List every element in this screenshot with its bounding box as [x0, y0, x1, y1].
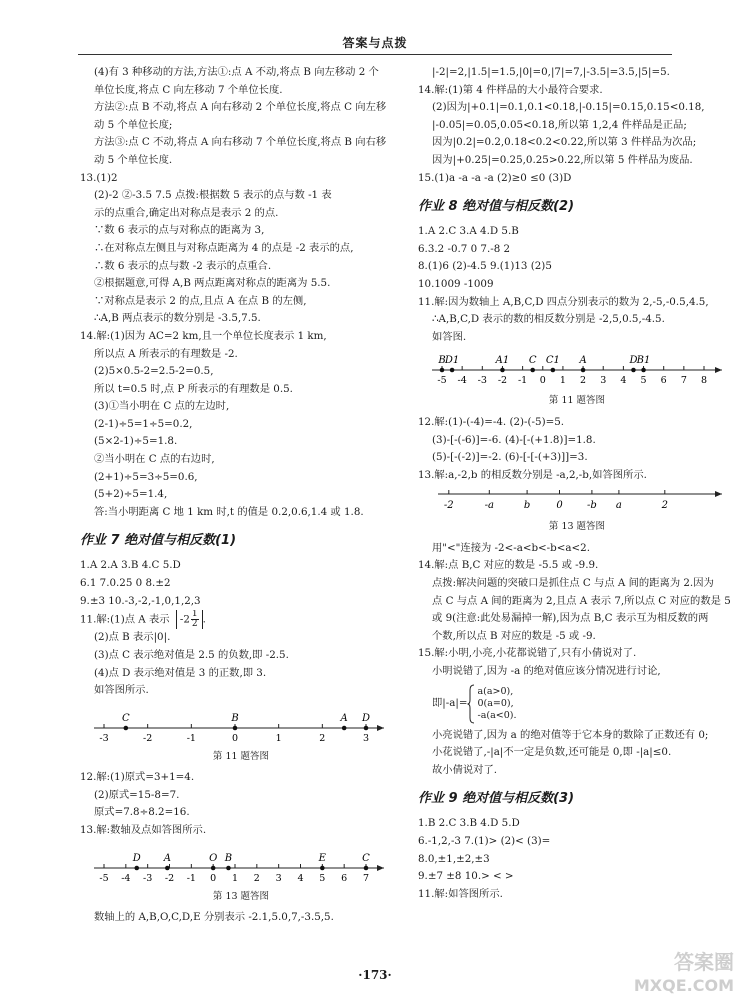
- point-label: B: [224, 852, 233, 864]
- point-label: C1: [545, 355, 560, 367]
- tick-label: 1: [559, 375, 566, 387]
- point-label: b: [523, 500, 531, 512]
- tick-label: 2: [319, 732, 326, 744]
- text-line: 如答图.: [432, 330, 467, 343]
- text-line: ∵对称点是表示 2 的点,且点 A 在点 B 的左侧,: [94, 294, 307, 307]
- point-label: D: [361, 712, 371, 724]
- point-marker: [364, 725, 369, 730]
- text-line: 因为|+0.25|=0.25,0.25>0.22,所以第 5 件样品为废品.: [432, 153, 693, 166]
- text-line: 13.解:a,-2,b 的相反数分别是 -a,2,-b,如答图所示.: [418, 468, 647, 481]
- text-line: ②根据题意,可得 A,B 两点距离对称点的距离为 5.5.: [94, 277, 331, 290]
- text-line: 1.A 2.A 3.B 4.C 5.D: [80, 559, 181, 572]
- text-line: (3)点 C 表示绝对值是 2.5 的负数,即 -2.5.: [94, 648, 289, 661]
- figure-caption-r13: 第 13 题答图: [548, 521, 606, 533]
- text-line: ∴A,B,C,D 表示的数的相反数分别是 -2,5,0.5,-4.5.: [432, 313, 665, 326]
- brace-icon: [467, 684, 475, 724]
- tick-label: 0: [231, 732, 239, 744]
- case-3: -a(a<0).: [477, 709, 517, 721]
- point-marker: [124, 725, 129, 730]
- point-marker: [500, 368, 505, 373]
- fraction-num: 1: [191, 610, 198, 620]
- section-title-8: 作业 8 绝对值与相反数(2): [418, 199, 575, 215]
- tick-label: 5: [640, 375, 647, 387]
- fraction-den: 2: [191, 619, 198, 630]
- left-block-4: [80, 769, 402, 839]
- point-label: C: [122, 712, 130, 724]
- text-line: 14.解:点 B,C 对应的数是 -5.5 或 -9.9.: [418, 559, 599, 572]
- right-block-2: [418, 223, 736, 346]
- number-line-figure-r11: [428, 348, 728, 390]
- point-label: C: [528, 355, 537, 367]
- right-block-3: [418, 414, 736, 484]
- text-line: (2-1)÷5=1÷5=0.2,: [94, 417, 193, 430]
- text-line: 点 C 与点 A 间的距离为 2,且点 A 表示 7,所以点 C 对应的数是 5: [432, 594, 731, 607]
- watermark-line-1: 答案圈: [674, 950, 734, 974]
- tick-label: 1: [231, 872, 239, 884]
- abs-expression: [176, 610, 203, 629]
- point-label: A: [340, 712, 348, 724]
- right-block-5: [418, 727, 736, 780]
- text-line: (2+1)÷5=3÷5=0.6,: [94, 470, 198, 483]
- text-line: 动 5 个单位长度;: [94, 118, 173, 131]
- point-label: B1: [636, 355, 651, 367]
- text-line: (2)-2 ②-3.5 7.5 点拨:根据数 5 表示的点与数 -1 表: [94, 189, 332, 202]
- tick-label: -2: [497, 375, 508, 387]
- text-line: 数轴上的 A,B,O,C,D,E 分别表示 -2.1,5.0,7,-3.5,5.: [94, 911, 334, 924]
- tick-label: -2: [164, 872, 175, 884]
- right-column: [418, 64, 736, 903]
- text-line: 所以点 A 所表示的有理数是 -2.: [94, 347, 238, 360]
- tick-label: 4: [297, 872, 304, 884]
- point-label: D: [629, 355, 638, 367]
- point-label: B: [438, 355, 446, 367]
- text-line: 小花说错了,-|a|不一定是负数,还可能是 0,即 -|a|≤0.: [432, 746, 672, 759]
- point-marker: [342, 725, 347, 730]
- text-line: 小亮说错了,因为 a 的绝对值等于它本身的数除了正数还有 0;: [432, 728, 709, 741]
- tick-label: -1: [186, 872, 196, 884]
- text-line: 6.3.2 -0.7 0 7.-8 2: [418, 242, 511, 255]
- text-line: (2)5×0.5-2=2.5-2=0.5,: [94, 365, 214, 378]
- section-title-9: 作业 9 绝对值与相反数(3): [418, 791, 575, 807]
- point-marker: [226, 865, 231, 870]
- q11-lead: 11.解:(1)点 A 表示: [80, 613, 170, 626]
- tick-label: -2: [143, 732, 153, 744]
- tick-label: -4: [121, 872, 131, 884]
- text-line: ∴A,B 两点表示的数分别是 -3.5,7.5.: [94, 312, 261, 325]
- text-line: (5×2-1)÷5=1.8.: [94, 435, 178, 448]
- tick-label: 0: [539, 375, 546, 387]
- piecewise-lead: 即|-a|=: [432, 696, 468, 709]
- text-line: (2)点 B 表示|0|.: [94, 631, 171, 644]
- tick-label: 6: [341, 872, 348, 884]
- tick-label: 5: [319, 872, 326, 884]
- text-line: 小明说错了,因为 -a 的绝对值应该分情况进行讨论,: [432, 665, 661, 678]
- point-marker: [450, 368, 455, 373]
- tick-label: 7: [362, 872, 370, 884]
- tick-label: -3: [477, 375, 487, 387]
- point-label: C: [362, 852, 370, 864]
- tick-label: 3: [600, 375, 607, 387]
- tick-label: 3: [362, 732, 370, 744]
- tick-label: 7: [680, 375, 687, 387]
- number-line-figure-11: [90, 702, 390, 746]
- text-line: 如答图所示.: [94, 684, 149, 697]
- text-line: (4)点 D 表示绝对值是 3 的正数,即 3.: [94, 666, 267, 679]
- number-line-figure-r13: [428, 486, 728, 516]
- arrow-icon: [377, 725, 384, 731]
- point-label: A1: [495, 355, 510, 367]
- text-line: 6.-1,2,-3 7.(1)> (2)< (3)=: [418, 835, 551, 847]
- period: .: [202, 613, 206, 626]
- section-title-7: 作业 7 绝对值与相反数(1): [80, 533, 237, 549]
- arrow-icon: [715, 367, 722, 373]
- text-line: 15.(1)a -a -a -a (2)≥0 ≤0 (3)D: [418, 171, 572, 184]
- point-label: D: [132, 852, 141, 864]
- text-line: 10.1009 -1009: [418, 277, 494, 290]
- text-line: 13.(1)2: [80, 171, 118, 184]
- arrow-icon: [377, 865, 384, 871]
- text-line: 14.解:(1)第 4 件样品的大小最符合要求.: [418, 83, 603, 96]
- tick-label: 2: [253, 872, 260, 884]
- point-marker: [551, 368, 556, 373]
- tick-label: 3: [275, 872, 282, 884]
- point-label: -b: [587, 500, 597, 512]
- point-label: D1: [444, 355, 460, 367]
- tick-label: -3: [143, 872, 153, 884]
- q11-line: [80, 610, 402, 629]
- point-label: A: [163, 852, 171, 864]
- tick-label: 8: [700, 375, 708, 387]
- left-block-3: [80, 629, 402, 699]
- point-label: E: [318, 852, 326, 864]
- point-marker: [211, 865, 216, 870]
- text-line: 方法②:点 B 不动,将点 A 向右移动 2 个单位长度,将点 C 向左移: [94, 101, 387, 114]
- abs-value-int: -2: [179, 613, 190, 626]
- text-line: (2)原式=15-8=7.: [94, 788, 180, 801]
- point-label: -2: [443, 500, 454, 512]
- text-line: 13.解:数轴及点如答图所示.: [80, 824, 207, 837]
- text-line: 11.解:因为数轴上 A,B,C,D 四点分别表示的数为 2,-5,-0.5,4.5,: [418, 295, 709, 308]
- text-line: |-2|=2,|1.5|=1.5,|0|=0,|7|=7,|-3.5|=3.5,|5|=5.: [432, 66, 670, 78]
- left-block-1: [80, 64, 402, 521]
- text-line: 用"<"连接为 -2<-a<b<-b<a<2.: [432, 541, 590, 554]
- fraction: [191, 610, 199, 629]
- text-line: 9.±3 10.-3,-2,-1,0,1,2,3: [80, 594, 201, 607]
- tick-label: -1: [517, 375, 528, 387]
- point-marker: [641, 368, 646, 373]
- text-line: 8.(1)6 (2)-4.5 9.(1)13 (2)5: [418, 260, 552, 273]
- text-line: 6.1 7.0.25 0 8.±2: [80, 577, 171, 590]
- text-line: (3)①当小明在 C 点的左边时,: [94, 400, 230, 413]
- point-marker: [440, 368, 445, 373]
- right-block-1: [418, 64, 736, 187]
- text-line: 点拨:解决问题的突破口是抓住点 C 与点 A 间的距离为 2.因为: [432, 577, 714, 590]
- case-2: 0(a=0),: [477, 697, 514, 709]
- text-line: 所以 t=0.5 时,点 P 所表示的有理数是 0.5.: [94, 382, 293, 395]
- tick-label: 2: [580, 375, 587, 387]
- left-block-5: [80, 909, 402, 927]
- left-block-2: [80, 557, 402, 610]
- point-marker: [581, 368, 586, 373]
- text-line: 因为|0.2|=0.2,0.18<0.2<0.22,所以第 3 件样品为次品;: [432, 136, 697, 149]
- tick-label: -5: [99, 872, 109, 884]
- text-line: 14.解:(1)因为 AC=2 km,且一个单位长度表示 1 km,: [80, 329, 327, 342]
- figure-caption-11: 第 11 题答图: [212, 750, 270, 762]
- point-label: 0: [556, 500, 563, 512]
- text-line: 12.解:(1)-(-4)=-4. (2)-(-5)=5.: [418, 415, 565, 428]
- text-line: 1.A 2.C 3.A 4.D 5.B: [418, 225, 519, 238]
- text-line: ∴数 6 表示的点与数 -2 表示的点重合.: [94, 259, 272, 272]
- tick-label: -3: [99, 732, 109, 744]
- point-marker: [134, 865, 139, 870]
- figure-caption-r11: 第 11 题答图: [548, 395, 606, 407]
- point-label: 2: [661, 500, 668, 512]
- arrow-icon: [715, 491, 722, 497]
- tick-label: 0: [210, 872, 217, 884]
- text-line: 示的点重合,确定出对称点是表示 2 的点.: [94, 206, 279, 219]
- text-line: |-0.05|=0.05,0.05<0.18,所以第 1,2,4 件样品是正品;: [432, 118, 687, 131]
- text-line: 原式=7.8÷8.2=16.: [94, 806, 190, 819]
- point-marker: [165, 865, 170, 870]
- text-line: (4)有 3 种移动的方法,方法①:点 A 不动,将点 B 向左移动 2 个: [94, 66, 379, 78]
- watermark-logo: [604, 950, 734, 1002]
- point-marker: [233, 725, 238, 730]
- text-line: 15.解:小明,小亮,小花都说错了,只有小倩说对了.: [418, 647, 637, 660]
- tick-label: -1: [186, 732, 196, 744]
- text-line: (2)因为|+0.1|=0.1,0.1<0.18,|-0.15|=0.15,0.15<0.18,: [432, 101, 705, 114]
- right-block-4: [418, 540, 736, 681]
- watermark-line-2: MXQE.COM: [633, 976, 734, 995]
- text-line: (5)-[-(-2)]=-2. (6)-[-[-(+3)]]=3.: [432, 451, 588, 464]
- text-line: 9.±7 ±8 10.> < >: [418, 870, 514, 883]
- tick-label: -4: [457, 375, 467, 387]
- text-line: (5+2)÷5=1.4,: [94, 488, 168, 501]
- left-column: [80, 64, 402, 927]
- tick-label: -5: [437, 375, 447, 387]
- text-line: ∴在对称点左侧且与对称点距离为 4 的点是 -2 表示的点,: [94, 241, 354, 254]
- tick-label: 6: [660, 375, 667, 387]
- text-line: (3)-[-(-6)]=-6. (4)-[-(+1.8)]=1.8.: [432, 433, 596, 446]
- text-line: 个数,所以点 B 对应的数是 -5 或 -9.: [432, 629, 596, 642]
- right-block-6: [418, 815, 736, 903]
- point-label: O: [209, 852, 218, 864]
- case-1: a(a>0),: [477, 685, 514, 697]
- text-line: 答:当小明距离 C 地 1 km 时,t 的值是 0.2,0.6,1.4 或 1.8.: [94, 505, 364, 518]
- text-line: 故小倩说对了.: [432, 763, 498, 776]
- point-label: B: [231, 712, 239, 724]
- point-marker: [530, 368, 535, 373]
- point-marker: [320, 865, 325, 870]
- point-label: -a: [484, 500, 494, 512]
- text-line: 单位长度,将点 C 向左移动 7 个单位长度.: [94, 83, 283, 96]
- text-line: 或 9(注意:此处易漏掉一解),因为点 B,C 表示互为相反数的两: [432, 612, 709, 625]
- point-marker: [364, 865, 369, 870]
- point-marker: [631, 368, 636, 373]
- text-line: 1.B 2.C 3.B 4.D 5.D: [418, 817, 520, 830]
- text-line: 8.0,±1,±2,±3: [418, 852, 490, 865]
- tick-label: 1: [275, 732, 282, 744]
- piecewise-cases: [477, 686, 516, 722]
- text-line: 11.解:如答图所示.: [418, 887, 503, 900]
- text-line: 动 5 个单位长度.: [94, 153, 173, 166]
- figure-caption-13: 第 13 题答图: [212, 890, 270, 902]
- text-line: ∵数 6 表示的点与对称点的距离为 3,: [94, 224, 265, 237]
- piecewise-line: [418, 681, 736, 727]
- point-label: A: [579, 355, 587, 367]
- text-line: 方法③:点 C 不动,将点 A 向右移动 7 个单位长度,将点 B 向右移: [94, 136, 387, 149]
- page-number: ·173·: [358, 968, 392, 982]
- header-rule: [78, 54, 672, 55]
- tick-label: 4: [620, 375, 627, 387]
- text-line: 12.解:(1)原式=3+1=4.: [80, 771, 195, 784]
- number-line-figure-13: [90, 842, 390, 886]
- point-label: a: [615, 500, 622, 512]
- text-line: ②当小明在 C 点的右边时,: [94, 453, 215, 466]
- page-header: 答案与点拨: [342, 36, 408, 50]
